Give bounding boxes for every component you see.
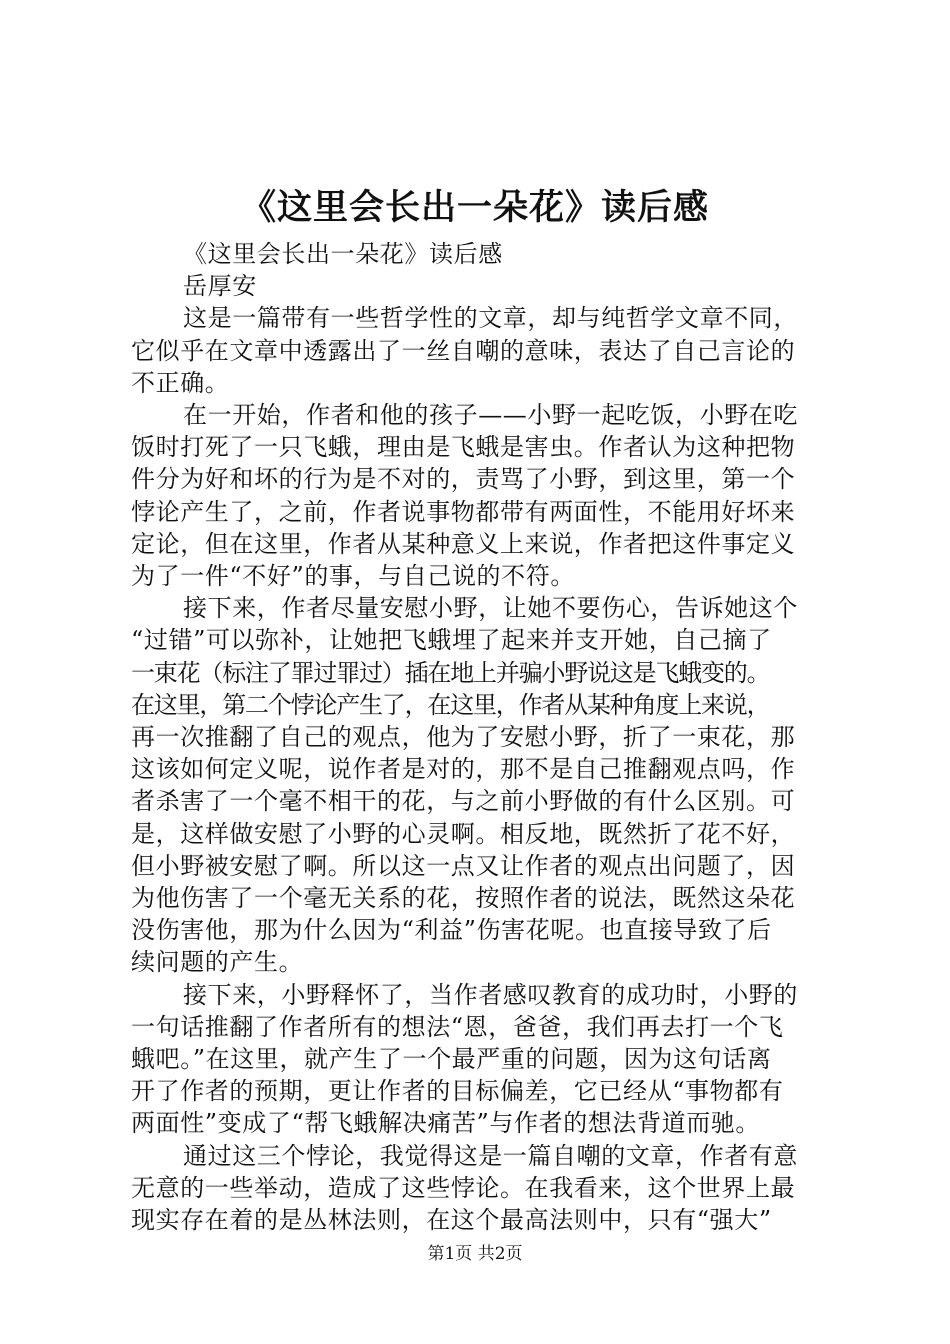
text-line: 这是一篇带有一些哲学性的文章，却与纯哲学文章不同， [183, 304, 798, 333]
paragraph-3 [131, 592, 831, 978]
text-line: 件分为好和坏的行为是不对的，责骂了小野，到这里，第一个 [131, 465, 796, 494]
paragraph-5 [131, 1140, 831, 1237]
text-line: 蛾吧。”在这里，就产生了一个最严重的问题，因为这句话离 [131, 1045, 772, 1074]
text-line: 是，这样做安慰了小野的心灵啊。相反地，既然折了花不好， [131, 819, 796, 848]
text-line: 者杀害了一个毫不相干的花，与之前小野做的有什么区别。可 [131, 787, 796, 816]
text-line: 为了一件“不好”的事，与自己说的不符。 [131, 562, 575, 591]
text-line: 没伤害他，那为什么因为“利益”伤害花呢。也直接导致了后 [131, 916, 772, 945]
text-line: 这该如何定义呢，说作者是对的，那不是自己推翻观点吗，作 [131, 755, 796, 784]
document-title: 《这里会长出一朵花》读后感 [240, 187, 709, 228]
text-line: 开了作者的预期，更让作者的目标偏差，它已经从“事物都有 [131, 1077, 784, 1106]
text-line: 接下来，小野释怀了，当作者感叹教育的成功时，小野的 [183, 980, 798, 1009]
text-line: 续问题的产生。 [131, 948, 304, 977]
paragraph-2 [131, 399, 831, 592]
paragraph-4 [131, 979, 831, 1140]
text-line: 再一次推翻了自己的观点，他为了安慰小野，折了一束花，那 [131, 723, 796, 752]
page-footer: 第1页 共2页 [427, 1244, 523, 1264]
text-line: 无意的一些举动，造成了这些悖论。在我看来，这个世界上最 [131, 1173, 796, 1202]
text-line: 在这里，第二个悖论产生了，在这里，作者从某种角度上来说， [131, 690, 770, 719]
paragraph-1 [131, 302, 831, 399]
text-line: 悖论产生了，之前，作者说事物都带有两面性，不能用好坏来 [131, 497, 796, 526]
subtitle-line: 《这里会长出一朵花》读后感 [183, 240, 503, 268]
text-line: 定论，但在这里，作者从某种意义上来说，作者把这件事定义 [131, 529, 796, 558]
text-line: 但小野被安慰了啊。所以这一点又让作者的观点出问题了，因 [131, 851, 796, 880]
text-line: 两面性”变成了“帮飞蛾解决痛苦”与作者的想法背道而驰。 [131, 1109, 761, 1138]
text-line: 饭时打死了一只飞蛾，理由是飞蛾是害虫。作者认为这种把物 [131, 433, 796, 462]
text-line: 一束花（标注了罪过罪过）插在地上并骗小野说这是飞蛾变的。 [131, 658, 770, 687]
text-line: 现实存在着的是丛林法则，在这个最高法则中，只有“强大” [131, 1206, 772, 1235]
text-line: “过错”可以弥补，让她把飞蛾埋了起来并支开她，自己摘了 [131, 626, 772, 655]
text-line: 为他伤害了一个毫无关系的花，按照作者的说法，既然这朵花 [131, 884, 796, 913]
text-line: 它似乎在文章中透露出了一丝自嘲的意味，表达了自己言论的 [131, 336, 796, 365]
text-line: 一句话推翻了作者所有的想法“恩，爸爸，我们再去打一个飞 [131, 1012, 784, 1041]
text-line: 不正确。 [131, 368, 230, 397]
author-line: 岳厚安 [183, 272, 257, 301]
text-line: 接下来，作者尽量安慰小野，让她不要伤心，告诉她这个 [183, 594, 798, 623]
text-line: 通过这三个悖论，我觉得这是一篇自嘲的文章，作者有意 [183, 1141, 798, 1170]
text-line: 在一开始，作者和他的孩子——小野一起吃饭，小野在吃 [183, 401, 798, 430]
document-body [131, 238, 831, 1236]
